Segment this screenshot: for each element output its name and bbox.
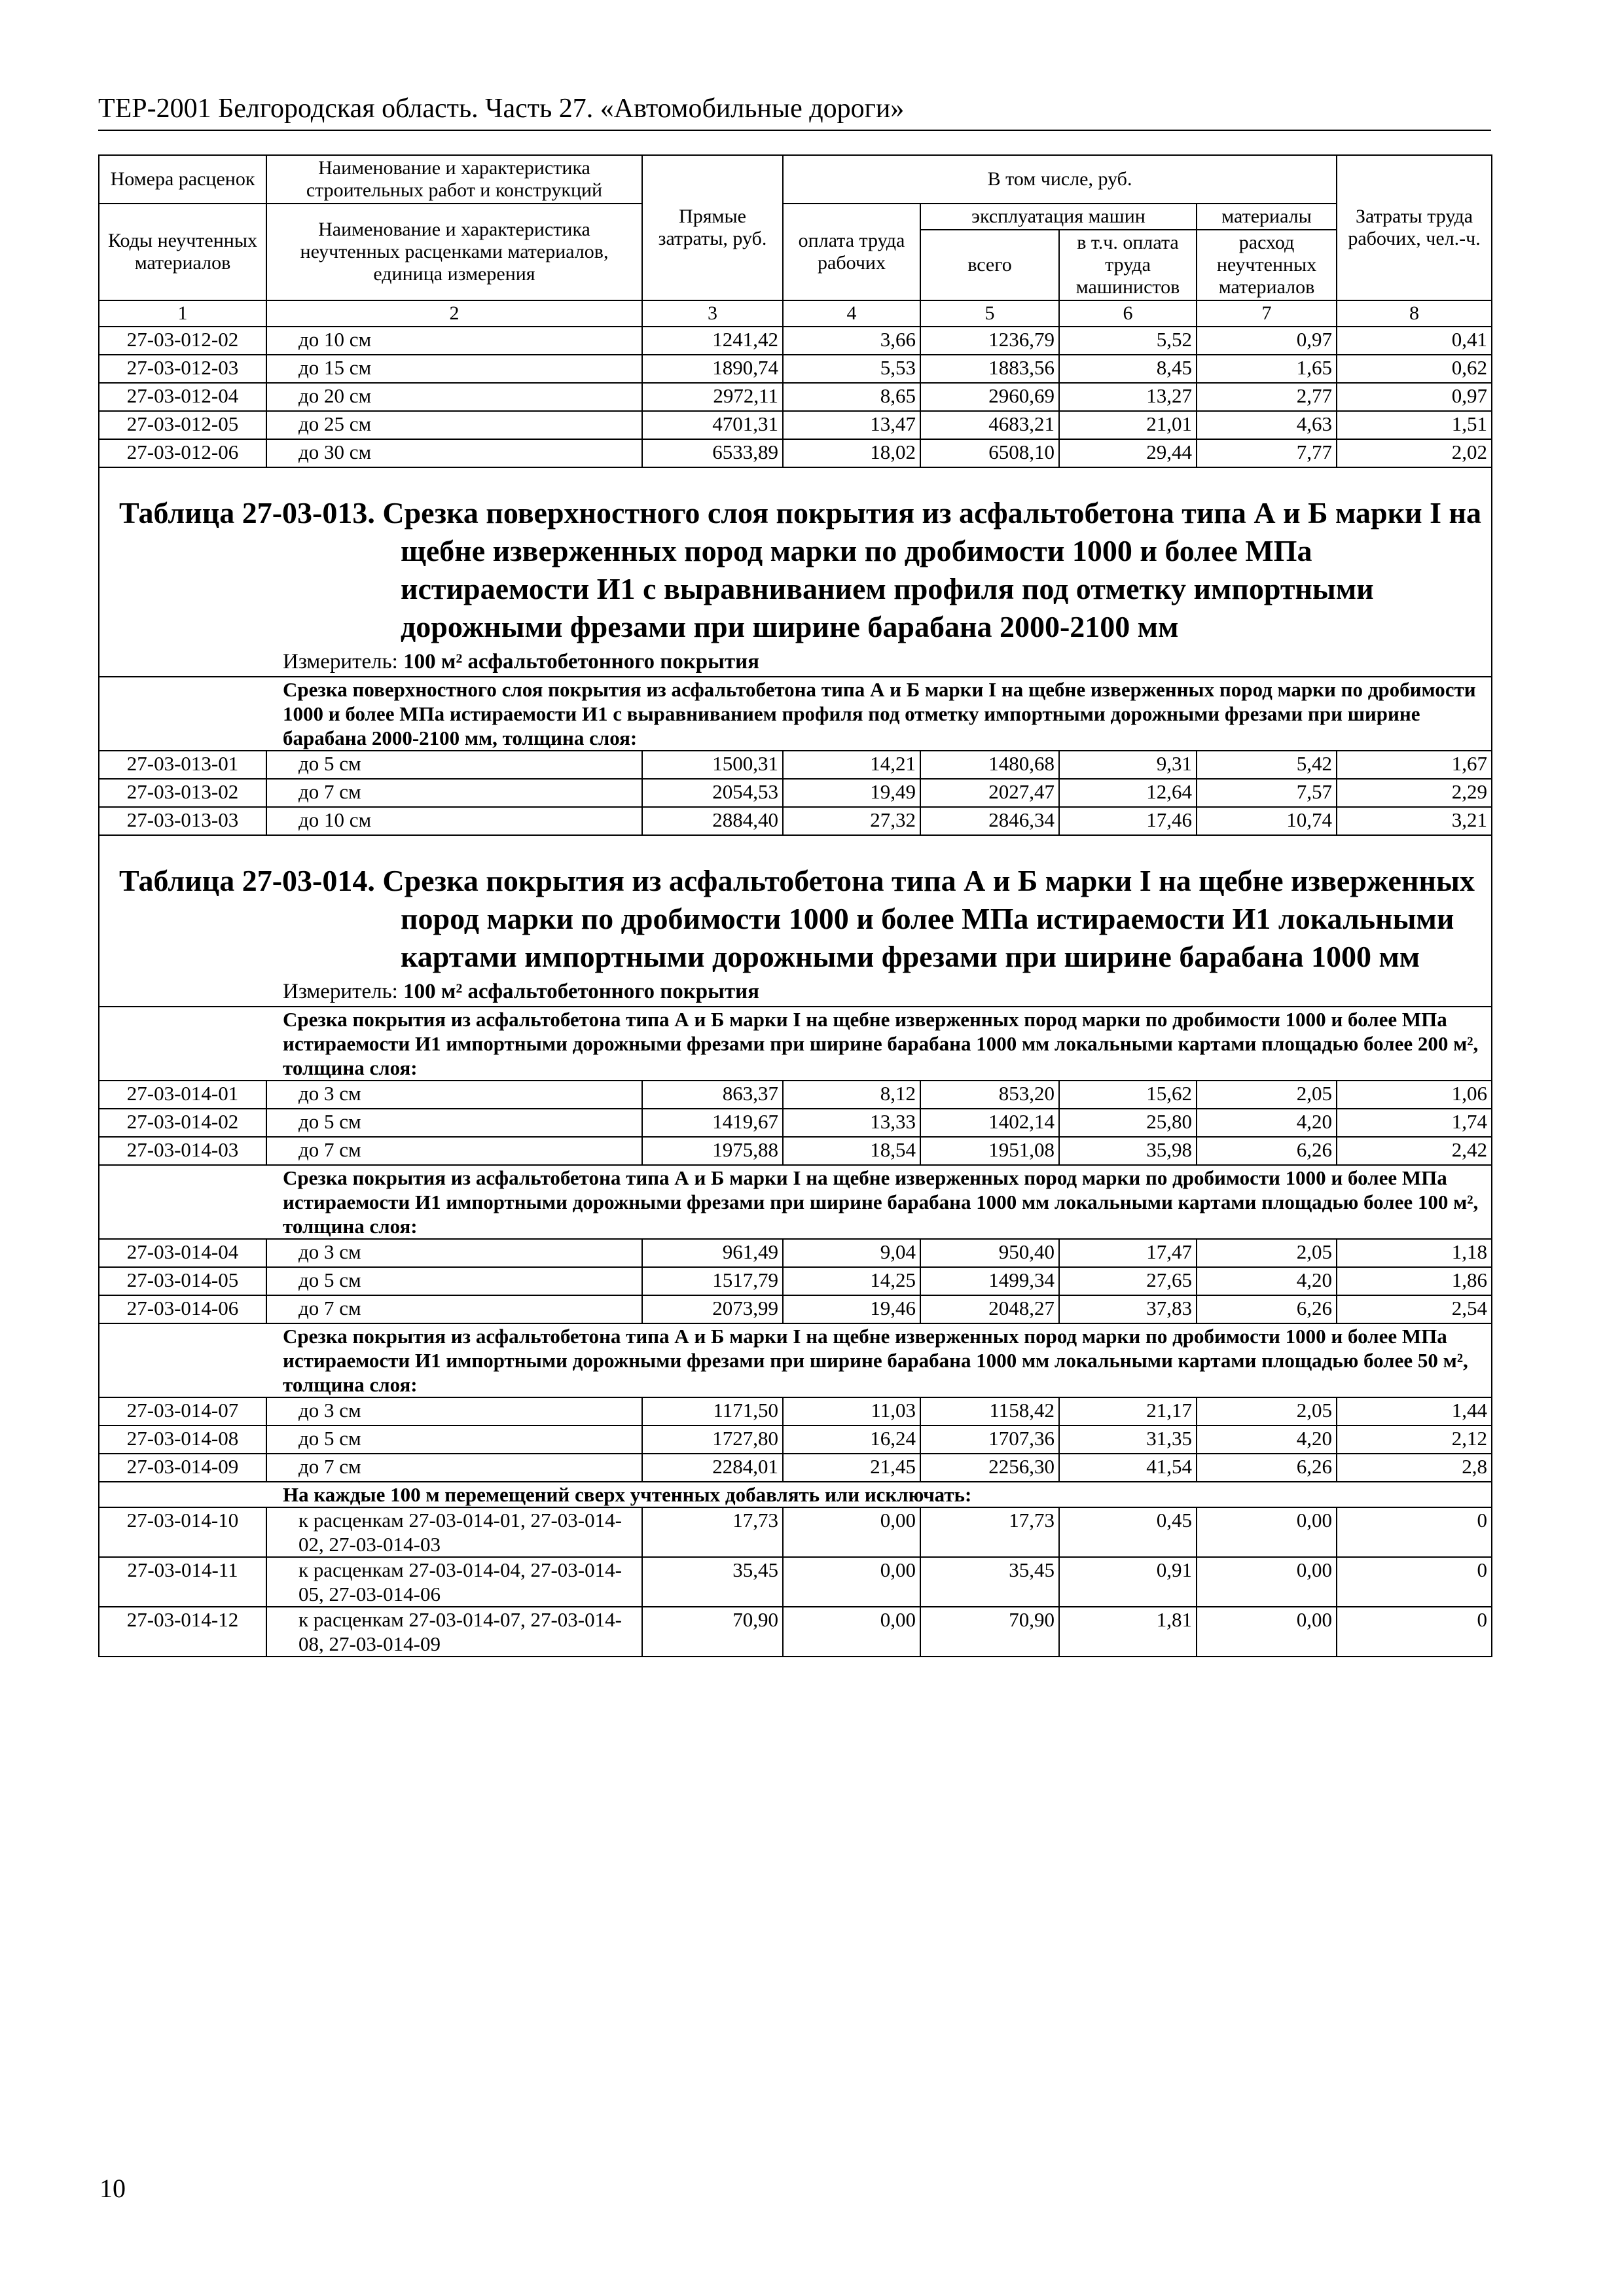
table-body	[99, 327, 1492, 1657]
direct-costs-cell: 2884,40	[642, 807, 783, 835]
work-name: до 7 см	[266, 1295, 642, 1323]
machines-total-cell: 1499,34	[920, 1267, 1059, 1295]
section-heading: Срезка покрытия из асфальтобетона типа А и Б марки I на щебне изверженных пород марки по дробимости 1000 и более МПа истираемости И1 импортными дорожными фрезами при ширине барабана 1000 мм локальными картами площадью более 50 м², толщина слоя:	[99, 1323, 1492, 1397]
operators-pay-cell: 1,81	[1059, 1607, 1197, 1657]
operators-pay-cell: 0,91	[1059, 1557, 1197, 1607]
measure-value: 100 м² асфальтобетонного покрытия	[403, 980, 759, 1003]
direct-costs-cell: 4701,31	[642, 411, 783, 439]
labor-hours-cell: 2,8	[1337, 1454, 1492, 1482]
col-materials-header: материалы	[1197, 204, 1337, 230]
labor-hours-cell: 2,29	[1337, 779, 1492, 807]
rate-code: 27-03-014-08	[99, 1426, 266, 1454]
operators-pay-cell: 41,54	[1059, 1454, 1197, 1482]
machines-total-cell: 1402,14	[920, 1109, 1059, 1137]
direct-costs-cell: 1419,67	[642, 1109, 783, 1137]
direct-costs-cell: 2284,01	[642, 1454, 783, 1482]
direct-costs-cell: 961,49	[642, 1239, 783, 1267]
direct-costs-cell: 17,73	[642, 1507, 783, 1557]
col-worker-pay: оплата труда рабочих	[783, 204, 920, 300]
table-header	[99, 155, 1492, 327]
running-header: ТЕР-2001 Белгородская область. Часть 27. «Автомобильные дороги»	[98, 93, 1491, 131]
table-row	[99, 355, 1492, 383]
col-num: 5	[920, 300, 1059, 327]
section-row	[99, 677, 1492, 751]
direct-costs-cell: 2972,11	[642, 383, 783, 411]
work-name: до 5 см	[266, 1109, 642, 1137]
work-name: до 15 см	[266, 355, 642, 383]
labor-hours-cell: 1,74	[1337, 1109, 1492, 1137]
materials-cell: 0,97	[1197, 327, 1337, 355]
operators-pay-cell: 31,35	[1059, 1426, 1197, 1454]
direct-costs-cell: 35,45	[642, 1557, 783, 1607]
work-name: до 20 см	[266, 383, 642, 411]
labor-hours-cell: 0,97	[1337, 383, 1492, 411]
materials-cell: 0,00	[1197, 1557, 1337, 1607]
operators-pay-cell: 37,83	[1059, 1295, 1197, 1323]
worker-pay-cell: 14,21	[783, 751, 920, 779]
table-row	[99, 1267, 1492, 1295]
col-material-codes: Коды неучтенных материалов	[99, 204, 266, 300]
table-row	[99, 1454, 1492, 1482]
work-name: до 3 см	[266, 1397, 642, 1426]
operators-pay-cell: 21,01	[1059, 411, 1197, 439]
subtable-title-row	[99, 467, 1492, 649]
machines-total-cell: 1951,08	[920, 1137, 1059, 1165]
labor-hours-cell: 1,86	[1337, 1267, 1492, 1295]
section-heading: Срезка покрытия из асфальтобетона типа А и Б марки I на щебне изверженных пород марки по дробимости 1000 и более МПа истираемости И1 импортными дорожными фрезами при ширине барабана 1000 мм локальными картами площадью более 100 м², толщина слоя:	[99, 1165, 1492, 1239]
table-row	[99, 807, 1492, 835]
work-name: до 5 см	[266, 1426, 642, 1454]
table-row	[99, 411, 1492, 439]
col-labor-hours: Затраты труда рабочих, чел.-ч.	[1337, 155, 1492, 300]
materials-cell: 6,26	[1197, 1295, 1337, 1323]
direct-costs-cell: 2054,53	[642, 779, 783, 807]
machines-total-cell: 950,40	[920, 1239, 1059, 1267]
rate-code: 27-03-014-12	[99, 1607, 266, 1657]
worker-pay-cell: 9,04	[783, 1239, 920, 1267]
worker-pay-cell: 8,12	[783, 1081, 920, 1109]
rate-code: 27-03-014-03	[99, 1137, 266, 1165]
table-row	[99, 779, 1492, 807]
work-name: до 7 см	[266, 779, 642, 807]
direct-costs-cell: 1500,31	[642, 751, 783, 779]
measure-label: Измеритель:	[283, 980, 398, 1003]
materials-cell: 6,26	[1197, 1137, 1337, 1165]
materials-cell: 4,63	[1197, 411, 1337, 439]
labor-hours-cell: 1,44	[1337, 1397, 1492, 1426]
rate-code: 27-03-014-11	[99, 1557, 266, 1607]
work-name: до 10 см	[266, 327, 642, 355]
worker-pay-cell: 18,54	[783, 1137, 920, 1165]
work-name: до 10 см	[266, 807, 642, 835]
materials-cell: 4,20	[1197, 1426, 1337, 1454]
operators-pay-cell: 27,65	[1059, 1267, 1197, 1295]
col-num: 7	[1197, 300, 1337, 327]
col-incl-header: В том числе, руб.	[783, 155, 1337, 204]
worker-pay-cell: 27,32	[783, 807, 920, 835]
rate-code: 27-03-014-07	[99, 1397, 266, 1426]
table-row	[99, 1109, 1492, 1137]
machines-total-cell: 70,90	[920, 1607, 1059, 1657]
col-num: 4	[783, 300, 920, 327]
materials-cell: 5,42	[1197, 751, 1337, 779]
col-material-name: Наименование и характеристика неучтенных расценками материалов, единица измерения	[266, 204, 642, 300]
materials-cell: 4,20	[1197, 1109, 1337, 1137]
machines-total-cell: 17,73	[920, 1507, 1059, 1557]
operators-pay-cell: 8,45	[1059, 355, 1197, 383]
direct-costs-cell: 1727,80	[642, 1426, 783, 1454]
labor-hours-cell: 0	[1337, 1507, 1492, 1557]
work-name: до 7 см	[266, 1454, 642, 1482]
operators-pay-cell: 13,27	[1059, 383, 1197, 411]
col-rate-number: Номера расценок	[99, 155, 266, 204]
labor-hours-cell: 0,62	[1337, 355, 1492, 383]
labor-hours-cell: 1,51	[1337, 411, 1492, 439]
worker-pay-cell: 14,25	[783, 1267, 920, 1295]
materials-cell: 1,65	[1197, 355, 1337, 383]
operators-pay-cell: 9,31	[1059, 751, 1197, 779]
table-row	[99, 1607, 1492, 1657]
table-row	[99, 439, 1492, 467]
rate-code: 27-03-013-03	[99, 807, 266, 835]
direct-costs-cell: 1975,88	[642, 1137, 783, 1165]
rate-code: 27-03-013-01	[99, 751, 266, 779]
section-heading: На каждые 100 м перемещений сверх учтенных добавлять или исключать:	[99, 1482, 1492, 1507]
rate-code: 27-03-012-02	[99, 327, 266, 355]
operators-pay-cell: 5,52	[1059, 327, 1197, 355]
worker-pay-cell: 5,53	[783, 355, 920, 383]
section-heading: Срезка покрытия из асфальтобетона типа А и Б марки I на щебне изверженных пород марки по дробимости 1000 и более МПа истираемости И1 импортными дорожными фрезами при ширине барабана 1000 мм локальными картами площадью более 200 м², толщина слоя:	[99, 1007, 1492, 1081]
measure-cell	[99, 649, 1492, 677]
machines-total-cell: 1883,56	[920, 355, 1059, 383]
rate-code: 27-03-014-09	[99, 1454, 266, 1482]
table-row	[99, 1081, 1492, 1109]
machines-total-cell: 35,45	[920, 1557, 1059, 1607]
materials-cell: 0,00	[1197, 1507, 1337, 1557]
labor-hours-cell: 2,42	[1337, 1137, 1492, 1165]
rate-code: 27-03-012-04	[99, 383, 266, 411]
materials-cell: 4,20	[1197, 1267, 1337, 1295]
materials-cell: 10,74	[1197, 807, 1337, 835]
labor-hours-cell: 0	[1337, 1557, 1492, 1607]
col-work-name: Наименование и характеристика строительных работ и конструкций	[266, 155, 642, 204]
table-row	[99, 1557, 1492, 1607]
table-row	[99, 1397, 1492, 1426]
work-name: до 5 см	[266, 751, 642, 779]
rate-code: 27-03-014-02	[99, 1109, 266, 1137]
materials-cell: 6,26	[1197, 1454, 1337, 1482]
labor-hours-cell: 1,18	[1337, 1239, 1492, 1267]
worker-pay-cell: 19,46	[783, 1295, 920, 1323]
operators-pay-cell: 17,46	[1059, 807, 1197, 835]
rate-code: 27-03-014-06	[99, 1295, 266, 1323]
col-num: 2	[266, 300, 642, 327]
labor-hours-cell: 3,21	[1337, 807, 1492, 835]
work-name: до 25 см	[266, 411, 642, 439]
worker-pay-cell: 11,03	[783, 1397, 920, 1426]
operators-pay-cell: 15,62	[1059, 1081, 1197, 1109]
section-row	[99, 1007, 1492, 1081]
machines-total-cell: 853,20	[920, 1081, 1059, 1109]
subtable-title-cell	[99, 835, 1492, 978]
col-machines-header: эксплуатация машин	[920, 204, 1197, 230]
section-row	[99, 1323, 1492, 1397]
machines-total-cell: 2048,27	[920, 1295, 1059, 1323]
worker-pay-cell: 3,66	[783, 327, 920, 355]
price-table-container	[98, 154, 1491, 1657]
work-name: до 3 см	[266, 1081, 642, 1109]
direct-costs-cell: 863,37	[642, 1081, 783, 1109]
materials-cell: 2,77	[1197, 383, 1337, 411]
worker-pay-cell: 16,24	[783, 1426, 920, 1454]
subtable-title-cell	[99, 467, 1492, 649]
subtable-title: Таблица 27-03-013. Срезка поверхностного слоя покрытия из асфальтобетона типа А и Б марки I на щебне изверженных пород марки по дробимости 1000 и более МПа истираемости И1 с выравниванием профиля под отметку импортными дорожными фрезами при ширине барабана 2000-2100 мм	[119, 496, 1482, 643]
col-num: 1	[99, 300, 266, 327]
rate-code: 27-03-012-03	[99, 355, 266, 383]
worker-pay-cell: 13,47	[783, 411, 920, 439]
labor-hours-cell: 0	[1337, 1607, 1492, 1657]
machines-total-cell: 1480,68	[920, 751, 1059, 779]
direct-costs-cell: 1171,50	[642, 1397, 783, 1426]
worker-pay-cell: 18,02	[783, 439, 920, 467]
machines-total-cell: 2846,34	[920, 807, 1059, 835]
work-name: до 7 см	[266, 1137, 642, 1165]
materials-cell: 2,05	[1197, 1239, 1337, 1267]
operators-pay-cell: 0,45	[1059, 1507, 1197, 1557]
direct-costs-cell: 1517,79	[642, 1267, 783, 1295]
labor-hours-cell: 2,54	[1337, 1295, 1492, 1323]
operators-pay-cell: 25,80	[1059, 1109, 1197, 1137]
operators-pay-cell: 35,98	[1059, 1137, 1197, 1165]
measure-row	[99, 978, 1492, 1007]
table-row	[99, 327, 1492, 355]
table-row	[99, 1295, 1492, 1323]
table-row	[99, 1507, 1492, 1557]
operators-pay-cell: 17,47	[1059, 1239, 1197, 1267]
materials-cell: 7,57	[1197, 779, 1337, 807]
worker-pay-cell: 13,33	[783, 1109, 920, 1137]
col-num: 3	[642, 300, 783, 327]
machines-total-cell: 1707,36	[920, 1426, 1059, 1454]
section-row	[99, 1165, 1492, 1239]
machines-total-cell: 1158,42	[920, 1397, 1059, 1426]
materials-cell: 0,00	[1197, 1607, 1337, 1657]
worker-pay-cell: 0,00	[783, 1507, 920, 1557]
machines-total-cell: 6508,10	[920, 439, 1059, 467]
rate-code: 27-03-014-10	[99, 1507, 266, 1557]
col-unaccounted-materials: расход неучтенных материалов	[1197, 230, 1337, 300]
direct-costs-cell: 6533,89	[642, 439, 783, 467]
machines-total-cell: 2027,47	[920, 779, 1059, 807]
table-row	[99, 1239, 1492, 1267]
work-name: до 3 см	[266, 1239, 642, 1267]
operators-pay-cell: 12,64	[1059, 779, 1197, 807]
price-table	[98, 154, 1492, 1657]
work-name: к расценкам 27-03-014-01, 27-03-014-02, 27-03-014-03	[266, 1507, 642, 1557]
labor-hours-cell: 2,12	[1337, 1426, 1492, 1454]
work-name: до 30 см	[266, 439, 642, 467]
machines-total-cell: 2256,30	[920, 1454, 1059, 1482]
machines-total-cell: 1236,79	[920, 327, 1059, 355]
col-num: 8	[1337, 300, 1492, 327]
work-name: к расценкам 27-03-014-07, 27-03-014-08, 27-03-014-09	[266, 1607, 642, 1657]
direct-costs-cell: 70,90	[642, 1607, 783, 1657]
table-row	[99, 1137, 1492, 1165]
machines-total-cell: 2960,69	[920, 383, 1059, 411]
measure-cell	[99, 978, 1492, 1007]
table-row	[99, 1426, 1492, 1454]
col-machines-total: всего	[920, 230, 1059, 300]
machines-total-cell: 4683,21	[920, 411, 1059, 439]
worker-pay-cell: 21,45	[783, 1454, 920, 1482]
operators-pay-cell: 21,17	[1059, 1397, 1197, 1426]
labor-hours-cell: 1,67	[1337, 751, 1492, 779]
worker-pay-cell: 19,49	[783, 779, 920, 807]
direct-costs-cell: 1241,42	[642, 327, 783, 355]
materials-cell: 7,77	[1197, 439, 1337, 467]
labor-hours-cell: 0,41	[1337, 327, 1492, 355]
col-direct-costs: Прямые затраты, руб.	[642, 155, 783, 300]
rate-code: 27-03-013-02	[99, 779, 266, 807]
subtable-title-row	[99, 835, 1492, 978]
measure-value: 100 м² асфальтобетонного покрытия	[403, 650, 759, 673]
measure-label: Измеритель:	[283, 650, 398, 673]
worker-pay-cell: 0,00	[783, 1557, 920, 1607]
page-number: 10	[99, 2174, 126, 2203]
worker-pay-cell: 0,00	[783, 1607, 920, 1657]
labor-hours-cell: 1,06	[1337, 1081, 1492, 1109]
materials-cell: 2,05	[1197, 1397, 1337, 1426]
direct-costs-cell: 2073,99	[642, 1295, 783, 1323]
measure-row	[99, 649, 1492, 677]
rate-code: 27-03-014-05	[99, 1267, 266, 1295]
direct-costs-cell: 1890,74	[642, 355, 783, 383]
rate-code: 27-03-012-05	[99, 411, 266, 439]
table-row	[99, 751, 1492, 779]
operators-pay-cell: 29,44	[1059, 439, 1197, 467]
subtable-title: Таблица 27-03-014. Срезка покрытия из асфальтобетона типа А и Б марки I на щебне изверженных пород марки по дробимости 1000 и более МПа истираемости И1 локальными картами импортными дорожными фрезами при ширине барабана 1000 мм	[119, 864, 1475, 973]
rate-code: 27-03-012-06	[99, 439, 266, 467]
section-row	[99, 1482, 1492, 1507]
col-operators-pay: в т.ч. оплата труда машинистов	[1059, 230, 1197, 300]
table-row	[99, 383, 1492, 411]
rate-code: 27-03-014-04	[99, 1239, 266, 1267]
materials-cell: 2,05	[1197, 1081, 1337, 1109]
work-name: к расценкам 27-03-014-04, 27-03-014-05, 27-03-014-06	[266, 1557, 642, 1607]
rate-code: 27-03-014-01	[99, 1081, 266, 1109]
work-name: до 5 см	[266, 1267, 642, 1295]
labor-hours-cell: 2,02	[1337, 439, 1492, 467]
col-num: 6	[1059, 300, 1197, 327]
section-heading: Срезка поверхностного слоя покрытия из асфальтобетона типа А и Б марки I на щебне изверженных пород марки по дробимости 1000 и более МПа истираемости И1 с выравниванием профиля под отметку импортными дорожными фрезами при ширине барабана 2000-2100 мм, толщина слоя:	[99, 677, 1492, 751]
worker-pay-cell: 8,65	[783, 383, 920, 411]
